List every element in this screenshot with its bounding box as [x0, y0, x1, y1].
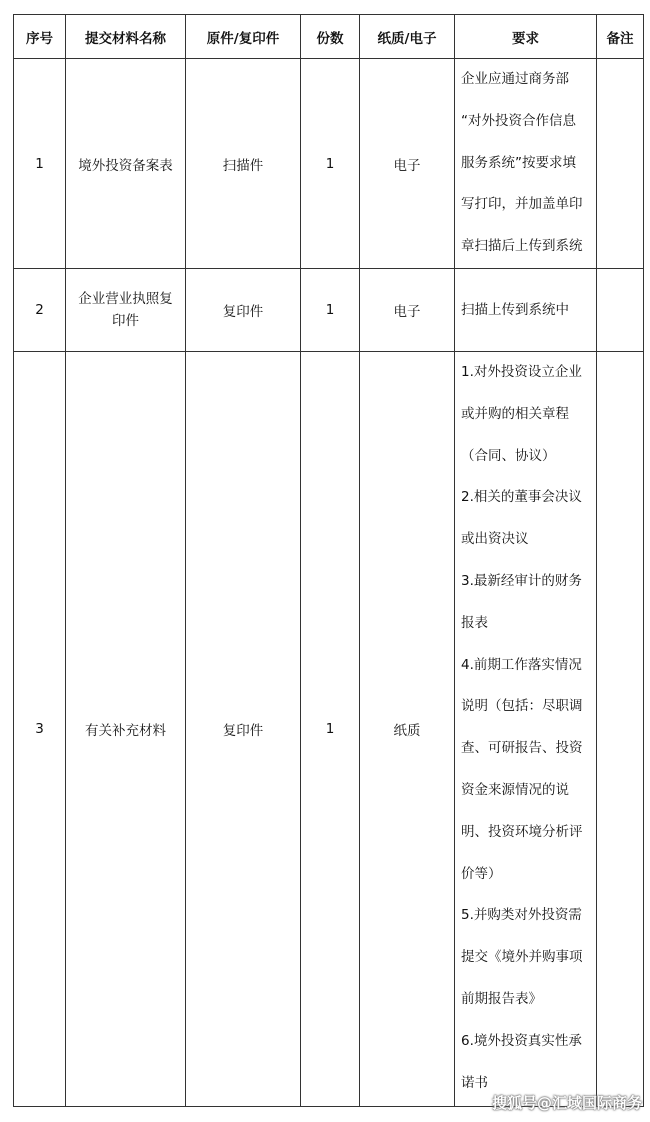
requirement-line: 前期报告表》: [461, 990, 542, 1007]
cell-name: 境外投资备案表: [66, 59, 186, 269]
requirement-line: 查、可研报告、投资: [461, 740, 583, 757]
requirement-line: 提交《境外并购事项: [461, 949, 583, 966]
requirement-line: 或出资决议: [461, 531, 529, 548]
cell-name: [66, 269, 186, 352]
header-count: 份数: [301, 15, 360, 59]
requirement-line: （合同、协议）: [461, 447, 556, 464]
cell-requirements: [455, 352, 597, 1107]
cell-notes: [597, 269, 644, 352]
cell-copy-type: 复印件: [186, 269, 301, 352]
requirement-line: 3.最新经审计的财务: [461, 572, 582, 589]
name-line: 企业营业执照复: [78, 290, 173, 307]
cell-requirements: [455, 269, 597, 352]
requirement-line: 资金来源情况的说: [461, 781, 569, 798]
requirement-line: 说明（包括：尽职调: [461, 698, 583, 715]
cell-no: 1: [14, 59, 66, 269]
requirement-line: 诺书: [461, 1074, 488, 1091]
cell-no: 3: [14, 352, 66, 1107]
watermark: 搜狐号@汇域国际商务: [491, 1094, 642, 1112]
cell-medium: 电子: [360, 59, 455, 269]
materials-table: [13, 14, 644, 1107]
requirement-line: 章扫描后上传到系统: [461, 238, 583, 255]
header-medium: 纸质/电子: [360, 15, 455, 59]
header-no: 序号: [14, 15, 66, 59]
requirement-line: 或并购的相关章程: [461, 405, 569, 422]
requirement-line: 6.境外投资真实性承: [461, 1032, 582, 1049]
requirement-line: 报表: [461, 614, 488, 631]
cell-notes: [597, 352, 644, 1107]
requirement-line: 企业应通过商务部: [461, 71, 569, 87]
header-row: [14, 15, 644, 59]
requirement-line: 5.并购类对外投资需: [461, 907, 582, 924]
table-row: [14, 352, 644, 1107]
requirement-line: “对外投资合作信息: [461, 112, 576, 129]
requirement-line: 明、投资环境分析评: [461, 823, 583, 840]
requirement-line: 2.相关的董事会决议: [461, 489, 582, 506]
requirement-line: 4.前期工作落实情况: [461, 656, 582, 673]
header-name: 提交材料名称: [66, 15, 186, 59]
cell-name: 有关补充材料: [66, 352, 186, 1107]
header-requirements: 要求: [455, 15, 597, 59]
cell-copy-type: 扫描件: [186, 59, 301, 269]
requirement-line: 写打印，并加盖单印: [461, 196, 583, 213]
requirement-line: 扫描上传到系统中: [461, 302, 569, 318]
requirement-line: 价等）: [461, 865, 502, 882]
cell-no: 2: [14, 269, 66, 352]
cell-count: 1: [301, 59, 360, 269]
table-row: [14, 59, 644, 269]
cell-notes: [597, 59, 644, 269]
cell-medium: 电子: [360, 269, 455, 352]
cell-count: 1: [301, 352, 360, 1107]
cell-count: 1: [301, 269, 360, 352]
header-notes: 备注: [597, 15, 644, 59]
cell-requirements: [455, 59, 597, 269]
requirement-line: 服务系统”按要求填: [461, 154, 576, 171]
cell-medium: 纸质: [360, 352, 455, 1107]
header-copy-type: 原件/复印件: [186, 15, 301, 59]
requirement-line: 1.对外投资设立企业: [461, 364, 582, 380]
cell-copy-type: 复印件: [186, 352, 301, 1107]
table-row: [14, 269, 644, 352]
name-line: 印件: [112, 312, 139, 329]
